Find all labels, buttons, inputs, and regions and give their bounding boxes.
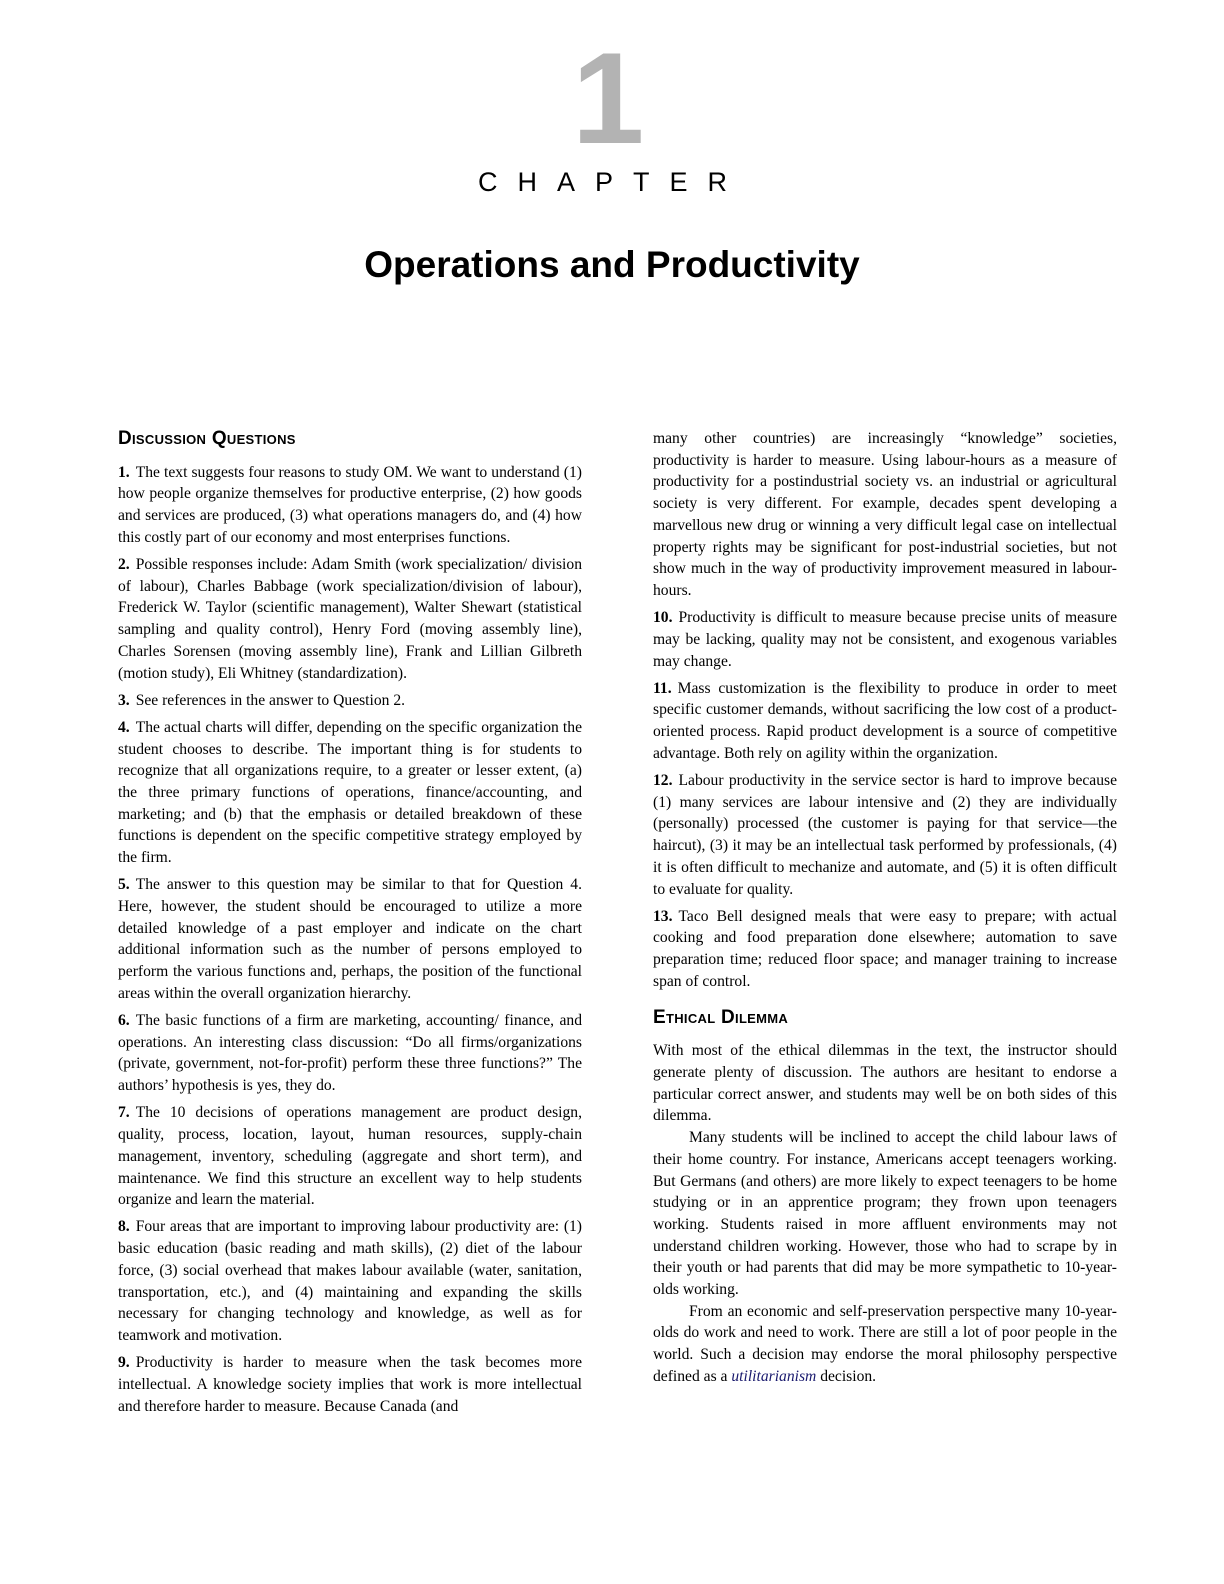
question-number: 2.	[118, 556, 130, 574]
question-text: Taco Bell designed meals that were easy to prepare; with actual cooking and food preparation done elsewhere; automation to save preparation time; reduced floor space; and manager training to increase span of control.	[653, 907, 1117, 990]
question-number: 8.	[118, 1218, 130, 1236]
chapter-number: 1	[572, 25, 645, 171]
question-number: 11.	[653, 679, 672, 697]
question-text: Productivity is harder to measure when the task becomes more intellectual. A knowledge society implies that work is more intellectual and therefore harder to measure. Because Canada (and	[118, 1354, 582, 1415]
question-text: Mass customization is the flexibility to produce in order to meet specific customer demands, without sacrificing the low cost of a product-oriented process. Rapid product development is a source of competitive advantage. Both rely on agility within the organization.	[653, 679, 1117, 762]
chapter-title: Operations and Productivity	[364, 244, 860, 285]
question-text: See references in the answer to Question 2.	[135, 691, 406, 709]
utilitarianism-term: utilitarianism	[731, 1367, 817, 1385]
question-text: The text suggests four reasons to study OM. We want to understand (1) how people organize themselves for productive enterprise, (2) how goods and services are produced, (3) what operations managers do, and (4) how this costly part of our economy and most enterprises functions.	[118, 463, 582, 546]
question-text: Four areas that are important to improving labour productivity are: (1) basic education (basic reading and math skills), (2) diet of the labour force, (3) social overhead that makes labour available (water, sanitation, transportation, etc.), and (4) maintaining and expanding the skills necessary for changing technology and knowledge, as well as for teamwork and motivation.	[118, 1218, 582, 1344]
question-text: Productivity is difficult to measure because precise units of measure may be lacking, quality may not be consistent, and exogenous variables may change.	[653, 609, 1117, 670]
discussion-question	[118, 462, 582, 549]
left-question-list	[118, 462, 582, 1418]
discussion-question	[118, 717, 582, 869]
discussion-question	[653, 607, 1117, 672]
ethical-paragraph-3	[653, 1301, 1117, 1388]
question-number: 5.	[118, 876, 130, 894]
question-text: The answer to this question may be similar to that for Question 4. Here, however, the student should be encouraged to utilize a more detailed knowledge of a past employer and indicate on the chart additional information such as the number of persons employed to perform the various functions and, perhaps, the position of the functional areas within the overall organization hierarchy.	[118, 876, 582, 1002]
ethical-heading: Ethical Dilemma	[653, 1006, 789, 1028]
discussion-heading: Discussion Questions	[118, 428, 296, 449]
ethical-paragraph-2: Many students will be inclined to accept the child labour laws of their home country. For instance, Americans accept teenagers working. But Germans (and others) are more likely to expect teenagers to be home studying or in an apprentice program; they frown upon teenagers working. Students raised in more affluent environments may not understand children working. However, those who had to scrape by in their youth or had parents that did may be more sympathetic to 10-year-olds working.	[653, 1129, 1117, 1299]
discussion-question	[653, 770, 1117, 900]
ethical-p3-end: decision.	[820, 1367, 877, 1385]
question-number: 12.	[653, 772, 673, 790]
question-text: Labour productivity in the service sector is hard to improve because (1) many services are labour intensive and (2) they are individually (personally) processed (the customer is paying for that service—the haircut), (3) it may be an intellectual task performed by professionals, (4) it is often difficult to mechanize and automate, and (5) it is often difficult to evaluate for quality.	[653, 772, 1117, 898]
discussion-question	[118, 1010, 582, 1097]
question-number: 9.	[118, 1354, 130, 1372]
right-question-list	[653, 607, 1117, 992]
discussion-question	[653, 906, 1117, 993]
question-number: 4.	[118, 718, 130, 736]
question-text: The basic functions of a firm are marketing, accounting/ finance, and operations. An interesting class discussion: “Do all firms/organizations (private, government, not-for-profit) perform these three functions?” The authors’ hypothesis is yes, they do.	[118, 1012, 582, 1095]
ethical-p3-text: From an economic and self-preservation perspective many 10-year-olds do work and need to work. There are still a lot of poor people in the world. Such a decision may endorse the moral philosophy perspective defined as a	[653, 1302, 1117, 1385]
question-text: Possible responses include: Adam Smith (work specialization/ division of labour), Charles Babbage (work specialization/division of labour), Frederick W. Taylor (scientific management), Walter Shewart (statistical sampling and quality control), Henry Ford (moving assembly line), Charles Sorensen (moving assembly line), Frank and Lillian Gilbreth (motion study), Eli Whitney (standardization).	[118, 556, 582, 682]
discussion-question	[118, 874, 582, 1004]
discussion-question	[653, 678, 1117, 765]
left-column	[118, 428, 582, 1423]
question-number: 6.	[118, 1012, 130, 1030]
discussion-question	[118, 1352, 582, 1417]
ethical-paragraph-1: With most of the ethical dilemmas in the text, the instructor should generate plenty of discussion. The authors are hesitant to endorse a particular correct answer, and students may well be on both sides of this dilemma.	[653, 1042, 1117, 1125]
question-number: 1.	[118, 463, 130, 481]
question-text: The actual charts will differ, depending on the specific organization the student chooses to describe. The important thing is for students to recognize that all organizations require, to a greater or lesser extent, (a) the three primary functions of operations, finance/accounting, and marketing; and (b) that the emphasis or detailed breakdown of these functions is dependent on the specific competitive strategy employed by the firm.	[118, 718, 582, 867]
discussion-question	[118, 554, 582, 684]
question-number: 10.	[653, 609, 673, 627]
chapter-label: CHAPTER	[478, 167, 748, 197]
discussion-question	[118, 690, 582, 712]
discussion-question	[118, 1216, 582, 1346]
question-text: The 10 decisions of operations management are product design, quality, process, location, layout, human resources, supply-chain management, inventory, scheduling (aggregate and short term), and maintenance. We find this structure an excellent way to help students organize and learn the material.	[118, 1104, 582, 1209]
right-column	[653, 428, 1117, 1388]
question-9-continued: many other countries) are increasingly “knowledge” societies, productivity is harder to measure. Using labour-hours as a measure of productivity for a postindustrial society vs. an industrial or agricultural society is very different. For example, decades spent developing a marvellous new drug or winning a very difficult legal case on intellectual property rights may be significant for post-industrial societies, but not show much in the way of productivity improvement measured in labour-hours.	[653, 430, 1117, 599]
question-number: 7.	[118, 1104, 130, 1122]
question-number: 3.	[118, 691, 130, 709]
question-number: 13.	[653, 907, 673, 925]
discussion-question	[118, 1102, 582, 1211]
